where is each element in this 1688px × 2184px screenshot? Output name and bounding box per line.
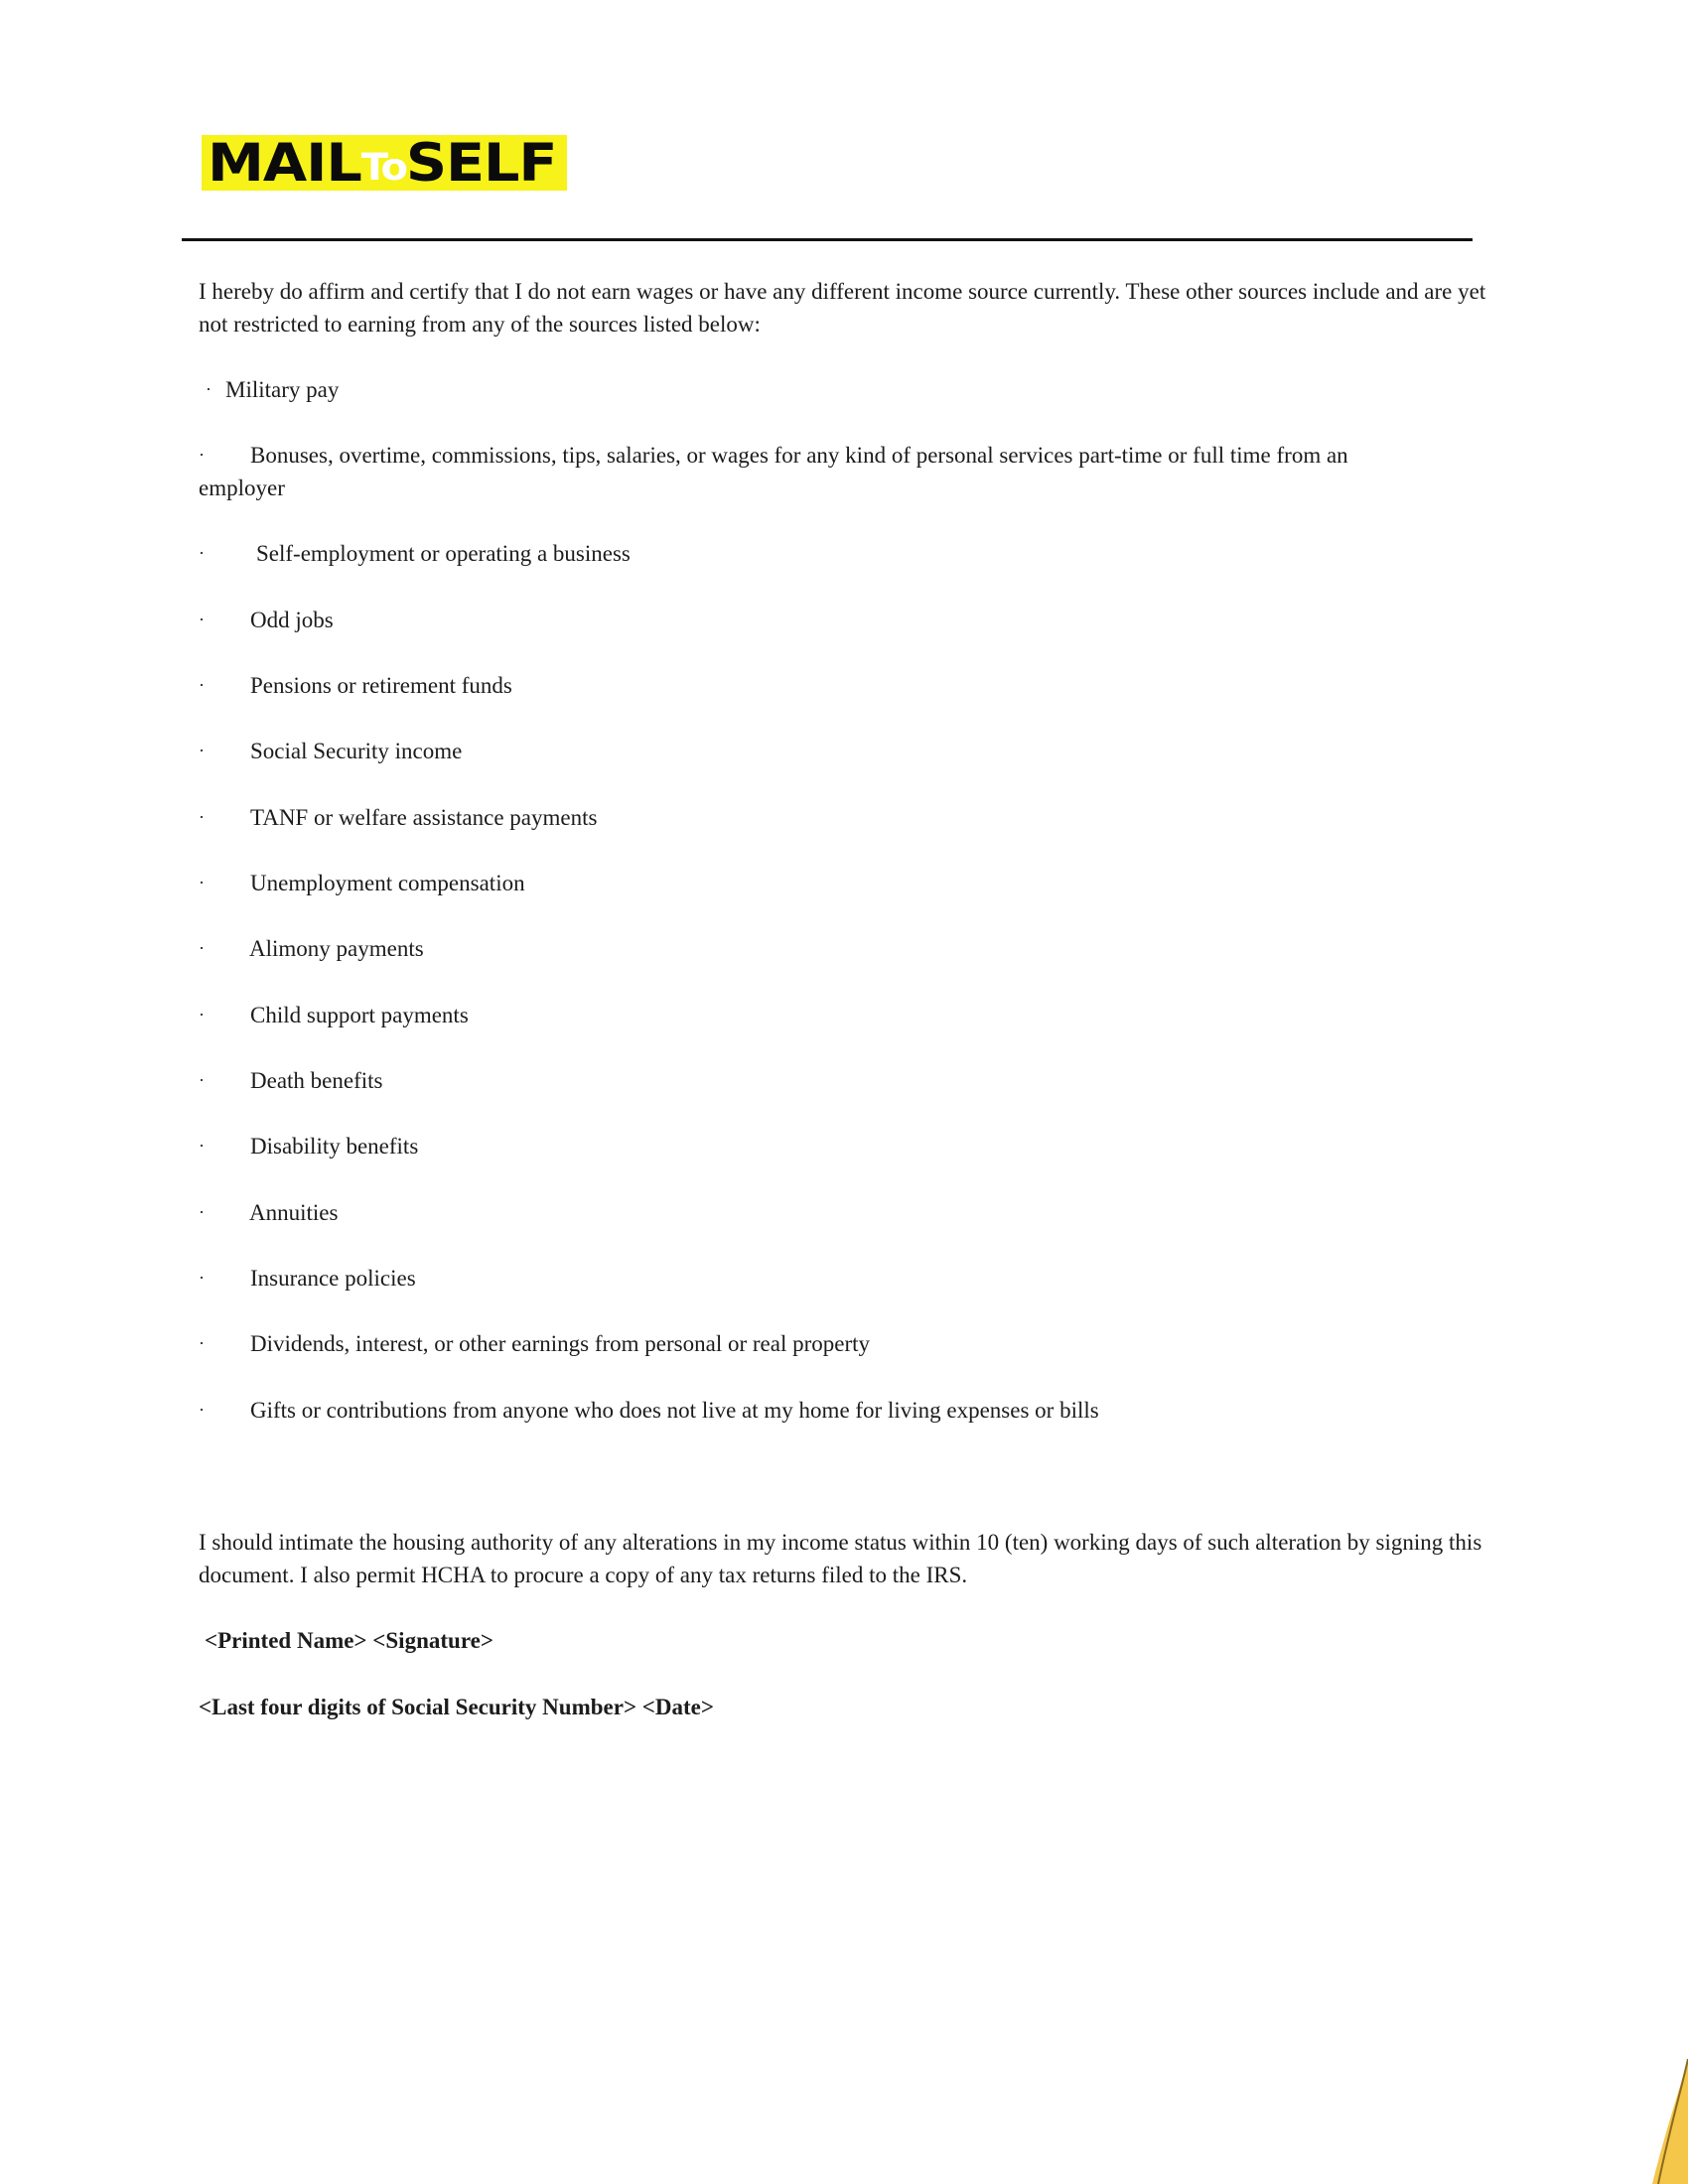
bullet-icon: · [199,1268,205,1288]
list-item-label: Child support payments [250,1003,469,1027]
bullet-icon: · [199,741,205,760]
bullet-icon: · [199,873,205,892]
list-item-label: Gifts or contributions from anyone who does not live at my home for living expenses or bills [250,1398,1099,1423]
list-item-label: Military pay [225,377,340,402]
bullet-icon: · [199,807,205,827]
logo-text-self: SELF [405,135,557,191]
closing-paragraph: I should intimate the housing authority of any alterations in my income status within 10 (ten) working days of such alteration by signing this document. I also permit HCHA to procure a copy of any tax returns filed to the IRS. [199,1530,1482,1587]
bullet-icon: · [199,610,205,629]
mail-to-self-logo [202,135,567,191]
list-item-label: Pensions or retirement funds [250,673,512,698]
bullet-icon: · [199,938,205,958]
list-item-continuation: employer [199,476,285,500]
ssn-date-placeholder: <Last four digits of Social Security Number> <Date> [199,1695,714,1719]
list-item-label: Alimony payments [249,936,424,961]
logo-text-mail: MAIL [208,135,361,191]
list-item-label: TANF or welfare assistance payments [250,805,598,830]
list-item-label: Self-employment or operating a business [256,541,631,566]
list-item-label: Death benefits [250,1068,383,1093]
list-item-label: Social Security income [250,739,463,763]
logo-wordmark [208,135,556,191]
intro-paragraph: I hereby do affirm and certify that I do not earn wages or have any different income source currently. These other sources include and are yet not restricted to earning from any of the sources listed below: [199,279,1486,337]
logo-text-to: To [360,146,406,189]
bullet-icon: · [199,1005,205,1024]
signature-placeholder: <Printed Name> <Signature> [205,1628,493,1653]
bullet-icon: · [199,543,205,563]
list-item-label: Dividends, interest, or other earnings from personal or real property [250,1331,870,1356]
header-divider [182,238,1473,241]
bullet-icon: · [199,675,205,695]
bullet-icon: · [199,1400,205,1420]
bullet-icon: · [199,1070,205,1090]
bullet-icon: · [199,445,205,465]
bullet-icon: · [199,1202,205,1222]
list-item-label: Disability benefits [250,1134,419,1159]
corner-accent-shape [1644,2059,1688,2184]
list-item-label: Unemployment compensation [250,871,525,895]
list-item-label: Bonuses, overtime, commissions, tips, salaries, or wages for any kind of personal services part-time or full time from an [250,443,1348,468]
bullet-icon: · [206,379,211,399]
list-item-label: Insurance policies [250,1266,416,1291]
list-item-label: Odd jobs [250,608,334,632]
list-item-label: Annuities [249,1200,339,1225]
bullet-icon: · [199,1333,205,1353]
bullet-icon: · [199,1136,205,1156]
